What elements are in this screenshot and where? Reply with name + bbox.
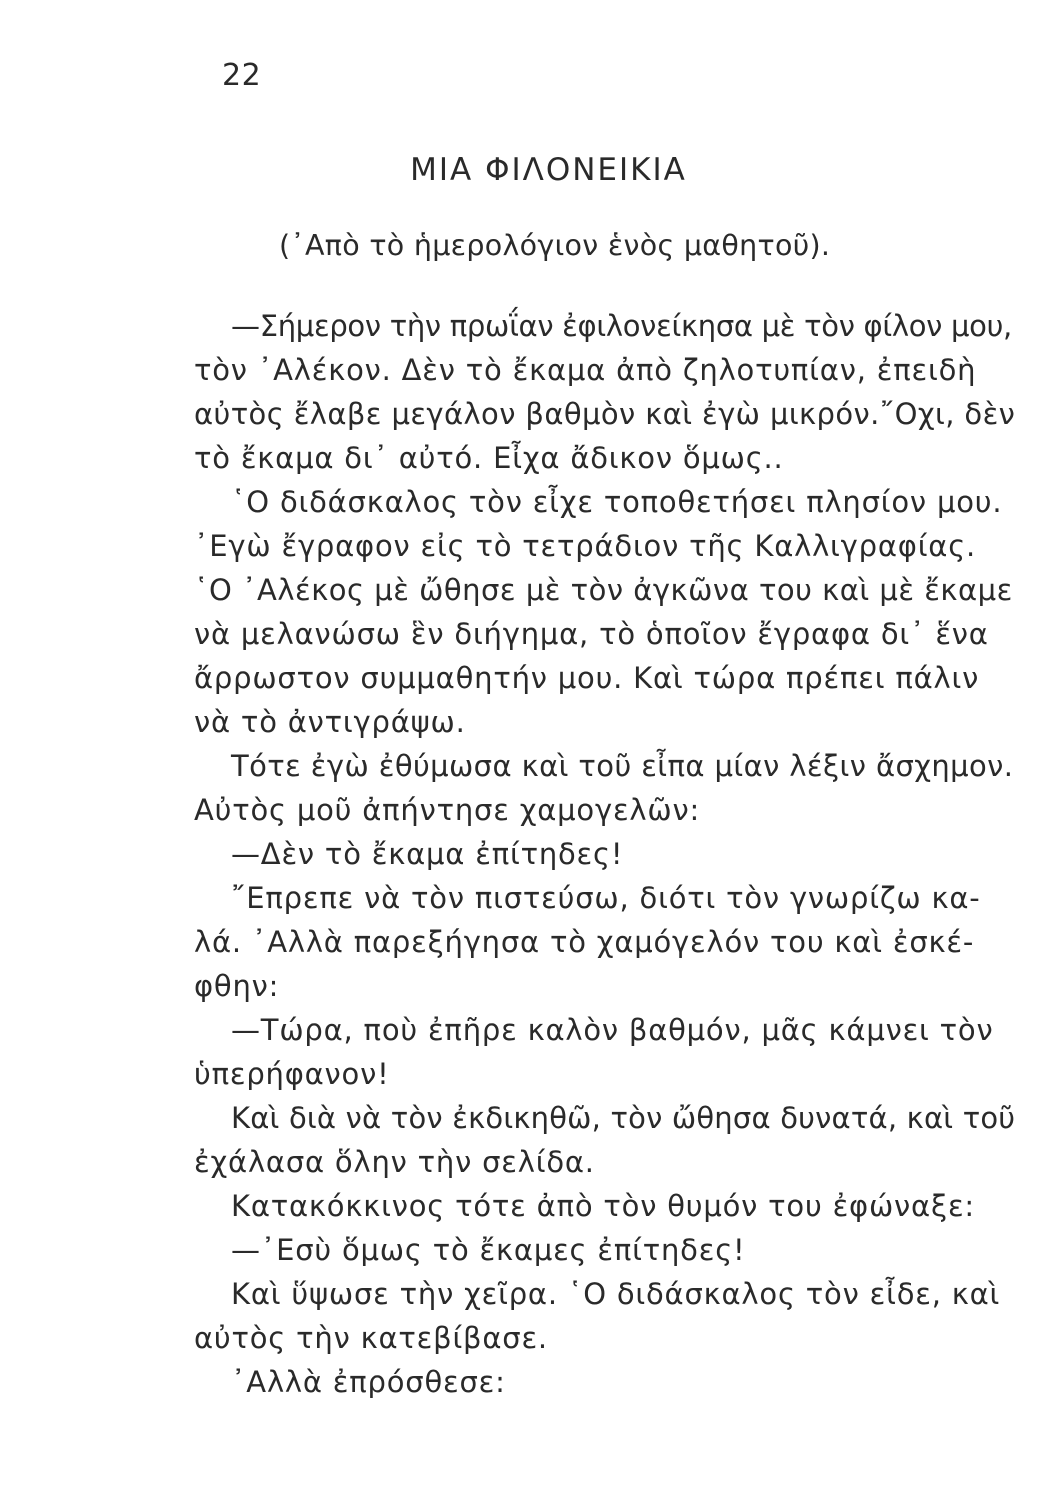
- text-line: Τότε ἐγὼ ἐθύμωσα καὶ τοῦ εἶπα μίαν λέξιν ἄσχημον.: [231, 749, 1014, 783]
- text-line: λά. ᾿Αλλὰ παρεξήγησα τὸ χαμόγελόν του καὶ ἐσκέ-: [194, 925, 975, 959]
- text-line: φθην:: [194, 969, 280, 1003]
- text-line: νὰ τὸ ἀντιγράψω.: [194, 705, 466, 739]
- text-line: αὐτὸς ἔλαβε μεγάλον βαθμὸν καὶ ἐγὼ μικρόν.῎Οχι, δὲν: [194, 397, 1016, 431]
- text-line: ῾Ο ᾿Αλέκος μὲ ὤθησε μὲ τὸν ἀγκῶνα του καὶ μὲ ἔκαμε: [194, 573, 1013, 607]
- text-line: —Δὲν τὸ ἔκαμα ἐπίτηδες!: [231, 837, 624, 871]
- text-line: ῾Ο διδάσκαλος τὸν εἶχε τοποθετήσει πλησίον μου.: [231, 485, 1003, 519]
- chapter-title: ΜΙΑ ΦΙΛΟΝΕΙΚΙΑ: [410, 152, 687, 188]
- text-line: ῎Επρεπε νὰ τὸν πιστεύσω, διότι τὸν γνωρίζω κα-: [231, 881, 981, 915]
- text-line: Αὐτὸς μοῦ ἀπήντησε χαμογελῶν:: [194, 793, 701, 827]
- page-number: 22: [222, 58, 262, 93]
- text-line: νὰ μελανώσω ἓν διήγημα, τὸ ὁποῖον ἔγραφα δι᾿ ἕνα: [194, 617, 989, 651]
- text-line: —Σήμερον τὴν πρωΐαν ἐφιλονείκησα μὲ τὸν φίλον μου,: [231, 309, 1012, 343]
- text-line: Καὶ ὕψωσε τὴν χεῖρα. ῾Ο διδάσκαλος τὸν εἶδε, καὶ: [231, 1277, 1001, 1311]
- text-line: —Τώρα, ποὺ ἐπῆρε καλὸν βαθμόν, μᾶς κάμνει τὸν: [231, 1013, 994, 1047]
- text-line: Καὶ διὰ νὰ τὸν ἐκδικηθῶ, τὸν ὤθησα δυνατά, καὶ τοῦ: [231, 1101, 1016, 1135]
- text-line: ᾿Εγὼ ἔγραφον εἰς τὸ τετράδιον τῆς Καλλιγραφίας.: [194, 529, 977, 563]
- text-line: τὸ ἔκαμα δι᾿ αὐτό. Εἶχα ἄδικον ὅμως..: [194, 441, 784, 475]
- chapter-subtitle: (᾿Απὸ τὸ ἡμερολόγιον ἑνὸς μαθητοῦ).: [279, 229, 831, 262]
- text-line: —᾿Εσὺ ὅμως τὸ ἔκαμες ἐπίτηδες!: [231, 1233, 746, 1267]
- text-line: ἄρρωστον συμμαθητήν μου. Καὶ τώρα πρέπει πάλιν: [194, 661, 980, 695]
- text-line: ὑπερήφανον!: [194, 1057, 390, 1091]
- text-line: τὸν ᾿Αλέκον. Δὲν τὸ ἔκαμα ἀπὸ ζηλοτυπίαν, ἐπειδὴ: [194, 353, 977, 387]
- text-line: αὐτὸς τὴν κατεβίβασε.: [194, 1321, 548, 1355]
- text-line: ᾿Αλλὰ ἐπρόσθεσε:: [231, 1365, 506, 1399]
- text-line: Κατακόκκινος τότε ἀπὸ τὸν θυμόν του ἐφώναξε:: [231, 1189, 975, 1223]
- text-line: ἐχάλασα ὅλην τὴν σελίδα.: [194, 1145, 595, 1179]
